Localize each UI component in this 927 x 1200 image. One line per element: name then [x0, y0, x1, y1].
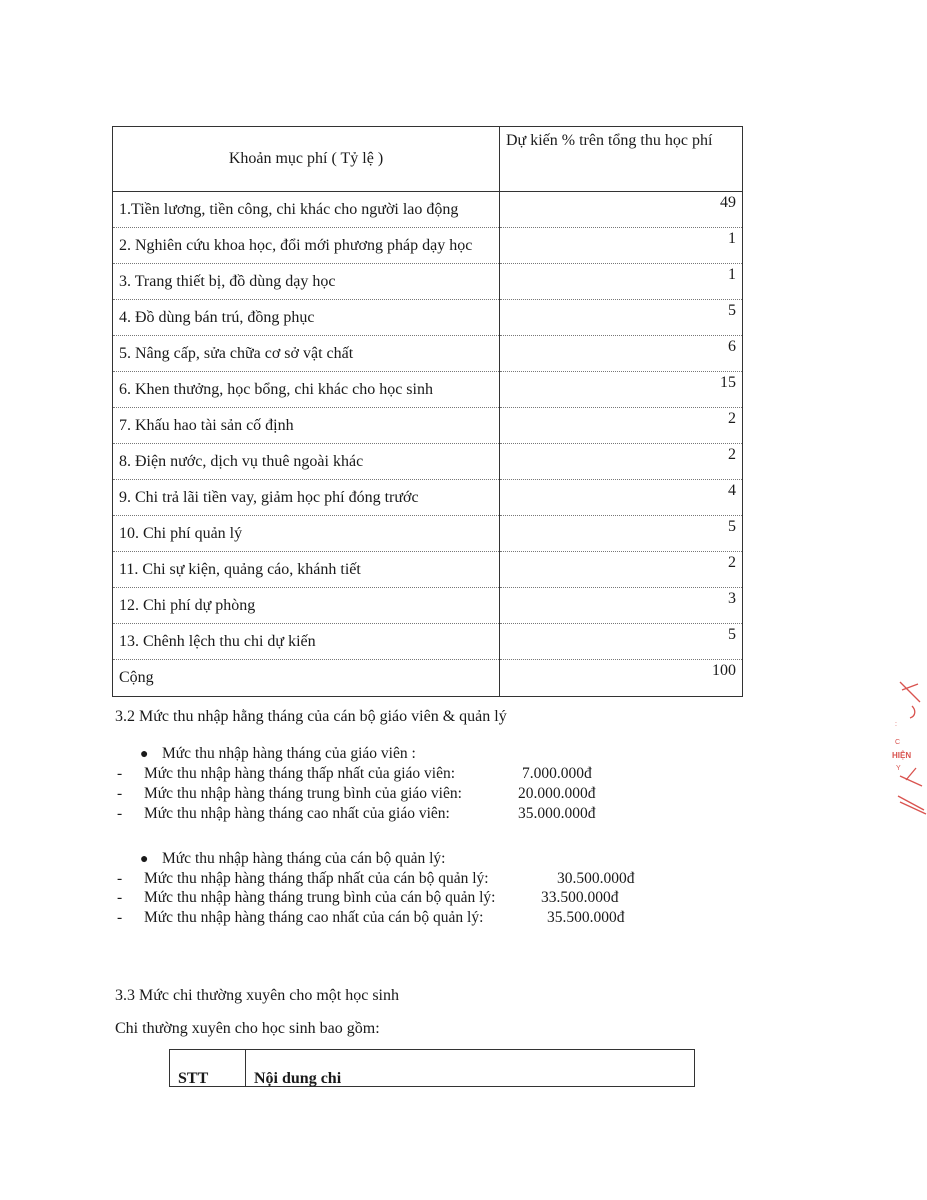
fee-item-label: 9. Chi trả lãi tiền vay, giảm học phí đóng trước: [113, 480, 500, 516]
fee-item-label: 4. Đồ dùng bán trú, đồng phục: [113, 300, 500, 336]
fee-item-label: 10. Chi phí quản lý: [113, 516, 500, 552]
fee-item-percent: 1: [500, 228, 743, 264]
income-line: [117, 785, 596, 803]
fee-item-percent: 49: [500, 192, 743, 228]
table-row: [113, 300, 743, 336]
table-row: [113, 588, 743, 624]
income-line: [117, 765, 592, 783]
fee-item-percent: 2: [500, 444, 743, 480]
dash-marker: -: [117, 909, 123, 926]
header-fee-item: Khoản mục phí ( Tỷ lệ ): [113, 127, 500, 192]
teacher-income-bullet: ● Mức thu nhập hàng tháng của giáo viên :: [140, 745, 416, 762]
fee-item-percent: 5: [500, 516, 743, 552]
fee-item-label: 13. Chênh lệch thu chi dự kiến: [113, 624, 500, 660]
expense-content-table: [169, 1049, 695, 1087]
income-value: 35.000.000đ: [518, 805, 596, 822]
stamp-mark: Y: [896, 765, 901, 772]
fee-item-label: 1.Tiền lương, tiền công, chi khác cho người lao động: [113, 192, 500, 228]
table-row: [113, 372, 743, 408]
fee-item-label: 2. Nghiên cứu khoa học, đổi mới phương pháp dạy học: [113, 228, 500, 264]
manager-income-bullet: ● Mức thu nhập hàng tháng của cán bộ quản lý:: [140, 850, 446, 867]
total-row: [113, 660, 743, 697]
fee-item-label: 5. Nâng cấp, sửa chữa cơ sở vật chất: [113, 336, 500, 372]
stamp-text: HIỆN: [892, 751, 912, 760]
dash-marker: -: [117, 870, 123, 887]
table-row: [113, 336, 743, 372]
income-value: 20.000.000đ: [518, 785, 596, 802]
fee-item-label: 11. Chi sự kiện, quảng cáo, khánh tiết: [113, 552, 500, 588]
fee-item-percent: 2: [500, 552, 743, 588]
header-stt: STT: [170, 1050, 246, 1086]
header-content: Nội dung chi: [254, 1070, 342, 1087]
table-row: [113, 516, 743, 552]
fee-table-header: [113, 127, 743, 192]
fee-item-percent: 2: [500, 408, 743, 444]
dash-marker: -: [117, 765, 123, 782]
fee-item-label: 3. Trang thiết bị, đồ dùng dạy học: [113, 264, 500, 300]
fee-item-percent: 6: [500, 336, 743, 372]
table-row: [113, 552, 743, 588]
stamp-stroke: [900, 776, 922, 786]
fee-item-label: 8. Điện nước, dịch vụ thuê ngoài khác: [113, 444, 500, 480]
income-label: Mức thu nhập hàng tháng trung bình của cán bộ quản lý:: [144, 889, 496, 906]
fee-item-label: 6. Khen thưởng, học bổng, chi khác cho học sinh: [113, 372, 500, 408]
stamp-mark: :: [895, 721, 897, 728]
table-row: [113, 624, 743, 660]
stamp-stroke: [910, 706, 915, 718]
table-row: [113, 228, 743, 264]
red-stamp-fragment: [890, 678, 927, 818]
stamp-mark: C: [895, 739, 901, 746]
dash-marker: -: [117, 889, 123, 906]
dash-marker: -: [117, 805, 123, 822]
fee-table-body: [113, 192, 743, 697]
fee-item-percent: 4: [500, 480, 743, 516]
income-label: Mức thu nhập hàng tháng cao nhất của giáo viên:: [144, 805, 450, 822]
section-3-3-intro: Chi thường xuyên cho học sinh bao gồm:: [115, 1020, 380, 1037]
fee-item-percent: 1: [500, 264, 743, 300]
income-line: [117, 909, 625, 927]
fee-item-percent: 15: [500, 372, 743, 408]
income-line: [117, 889, 619, 907]
income-label: Mức thu nhập hàng tháng trung bình của giáo viên:: [144, 785, 462, 802]
table-row: [113, 480, 743, 516]
income-label: Mức thu nhập hàng tháng thấp nhất của giáo viên:: [144, 765, 455, 782]
income-value: 33.500.000đ: [541, 889, 619, 906]
income-value: 7.000.000đ: [522, 765, 592, 782]
income-label: Mức thu nhập hàng tháng thấp nhất của cán bộ quản lý:: [144, 870, 489, 887]
total-label: Cộng: [113, 660, 500, 697]
fee-item-label: 7. Khấu hao tài sản cố định: [113, 408, 500, 444]
bullet-dot: ●: [140, 747, 149, 762]
fee-item-percent: 5: [500, 624, 743, 660]
fee-item-percent: 3: [500, 588, 743, 624]
total-value: 100: [500, 660, 743, 697]
fee-item-percent: 5: [500, 300, 743, 336]
income-label: Mức thu nhập hàng tháng cao nhất của cán bộ quản lý:: [144, 909, 484, 926]
income-line: [117, 870, 635, 888]
section-3-2-title: 3.2 Mức thu nhập hằng tháng của cán bộ giáo viên & quản lý: [115, 708, 507, 725]
table-row: [113, 192, 743, 228]
table-row: [113, 264, 743, 300]
fee-allocation-table: [112, 126, 743, 697]
table-row: [113, 444, 743, 480]
section-3-3-title: 3.3 Mức chi thường xuyên cho một học sinh: [115, 987, 399, 1004]
stamp-stroke: [906, 768, 916, 780]
income-value: 35.500.000đ: [547, 909, 625, 926]
header-percent: Dự kiến % trên tổng thu học phí: [500, 127, 743, 192]
fee-item-label: 12. Chi phí dự phòng: [113, 588, 500, 624]
income-line: [117, 805, 596, 823]
income-value: 30.500.000đ: [557, 870, 635, 887]
table-row: [113, 408, 743, 444]
dash-marker: -: [117, 785, 123, 802]
bullet-dot: ●: [140, 852, 149, 867]
